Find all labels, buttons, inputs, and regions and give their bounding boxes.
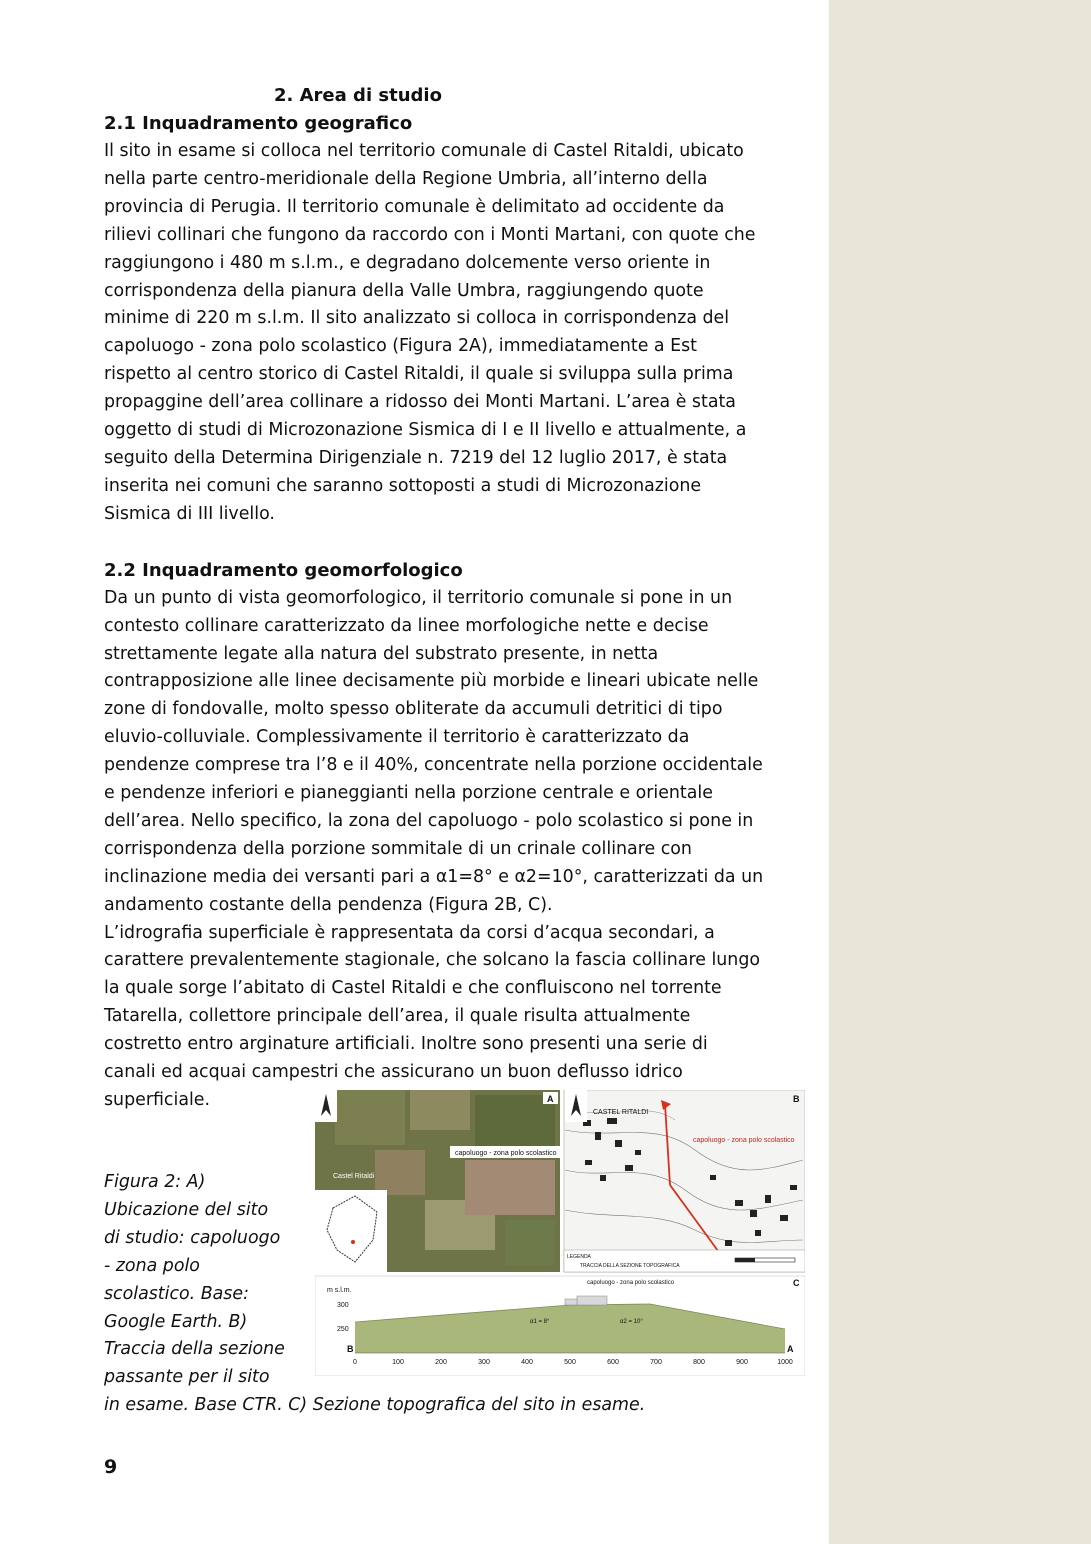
- profile-top-label: capoluogo - zona polo scolastico: [587, 1280, 675, 1286]
- text-line: zone di fondovalle, molto spesso obliterate da accumuli detritici di tipo: [104, 699, 723, 720]
- caption-line: passante per il sito: [104, 1367, 270, 1388]
- profile-ytick: 300: [337, 1302, 349, 1309]
- profile-xtick: 500: [564, 1359, 576, 1366]
- caption-line: Figura 2: A): [104, 1172, 206, 1192]
- panel-b-trace-label: TRACCIA DELLA SEZIONE TOPOGRAFICA: [580, 1263, 680, 1269]
- text-line: canali ed acquai campestri che assicurano un buon deflusso idrico: [104, 1062, 683, 1083]
- caption-line: - zona polo: [104, 1255, 200, 1276]
- text-line: strettamente legate alla natura del substrato presente, in netta: [104, 643, 659, 664]
- decorative-sidebar: [829, 0, 1091, 1544]
- caption-tail: in esame. Base CTR. C) Sezione topografica del sito in esame.: [104, 1395, 646, 1415]
- profile-alpha2: α2 = 10°: [620, 1319, 643, 1325]
- panel-b-legend-label: LEGENDA: [567, 1254, 591, 1260]
- profile-xtick: 600: [607, 1359, 619, 1366]
- text-line: eluvio-colluviale. Complessivamente il territorio è caratterizzato da: [104, 727, 690, 748]
- profile-xtick: 200: [435, 1359, 447, 1366]
- text-line: Da un punto di vista geomorfologico, il territorio comunale si pone in un: [104, 587, 733, 608]
- section-title-geomorfologico: 2.2 Inquadramento geomorfologico: [104, 559, 463, 581]
- panel-c-profile: [315, 1276, 805, 1376]
- figure-2: [315, 1090, 805, 1376]
- text-line: pendenze comprese tra l’8 e il 40%, concentrate nella porzione occidentale: [104, 755, 763, 776]
- profile-ytick: 250: [337, 1326, 349, 1333]
- text-line: provincia di Perugia. Il territorio comunale è delimitato ad occidente da: [104, 196, 725, 217]
- text-line: Sismica di III livello.: [104, 503, 275, 524]
- profile-xtick: 1000: [777, 1359, 793, 1366]
- page-heading: 2. Area di studio: [274, 85, 442, 106]
- text-line: carattere prevalentemente stagionale, che solcano la fascia collinare lungo: [104, 950, 761, 971]
- caption-line: scolastico. Base:: [104, 1283, 249, 1304]
- profile-xtick: 700: [650, 1359, 662, 1366]
- section-body-geomorfologico: [104, 585, 805, 1115]
- text-line: inserita nei comuni che saranno sottoposti a studi di Microzonazione: [104, 475, 702, 496]
- text-line: Il sito in esame si colloca nel territorio comunale di Castel Ritaldi, ubicato: [104, 141, 744, 161]
- profile-xtick: 0: [353, 1359, 357, 1366]
- profile-xtick: 900: [736, 1359, 748, 1366]
- text-line: oggetto di studi di Microzonazione Sismica di I e II livello e attualmente, a: [104, 420, 747, 441]
- panel-a-town-label: Castel Ritaldi: [333, 1173, 375, 1180]
- panel-a-letter: A: [547, 1094, 554, 1104]
- profile-xtick: 100: [392, 1359, 404, 1366]
- panel-a-site-label: capoluogo - zona polo scolastico: [455, 1150, 557, 1157]
- text-line: e pendenze inferiori e pianeggianti nella porzione centrale e orientale: [104, 783, 713, 804]
- profile-alpha1: α1 = 8°: [530, 1319, 550, 1325]
- panel-c-letter: C: [793, 1278, 800, 1288]
- caption-line: Google Earth. B): [104, 1311, 248, 1332]
- page-number: 9: [104, 1456, 118, 1478]
- text-line: seguito della Determina Dirigenziale n. 7219 del 12 luglio 2017, è stata: [104, 447, 728, 468]
- text-line: la quale sorge l’abitato di Castel Ritaldi e che confluiscono nel torrente: [104, 978, 722, 999]
- text-line: corrispondenza della porzione sommitale di un crinale collinare con: [104, 838, 692, 859]
- text-line: nella parte centro-meridionale della Regione Umbria, all’interno della: [104, 168, 708, 189]
- panel-b-town-label: CASTEL RITALDI: [593, 1109, 649, 1116]
- section-body-geografico: [104, 138, 805, 529]
- panel-b-letter: B: [793, 1094, 800, 1104]
- panel-a-aerial-photo: [315, 1090, 562, 1272]
- text-line: raggiungono i 480 m s.l.m., e degradano dolcemente verso oriente in: [104, 252, 711, 273]
- profile-ylabel: m s.l.m.: [327, 1287, 352, 1294]
- text-line: rilievi collinari che fungono da raccordo con i Monti Martani, con quote che: [104, 224, 756, 245]
- text-line: propaggine dell’area collinare a ridosso dei Monti Martani. L’area è stata: [104, 392, 736, 413]
- text-line: rispetto al centro storico di Castel Ritaldi, il quale si sviluppa sulla prima: [104, 364, 734, 385]
- profile-xtick: 400: [521, 1359, 533, 1366]
- text-line: dell’area. Nello specifico, la zona del capoluogo - polo scolastico si pone in: [104, 810, 754, 831]
- page-content: [104, 82, 805, 1115]
- caption-line: Ubicazione del sito: [104, 1199, 269, 1220]
- text-line: capoluogo - zona polo scolastico (Figura 2A), immediatamente a Est: [104, 336, 697, 357]
- text-line: andamento costante della pendenza (Figura 2B, C).: [104, 894, 553, 915]
- caption-line: di studio: capoluogo: [104, 1227, 281, 1248]
- profile-start-label: B: [347, 1344, 354, 1354]
- profile-xtick: 300: [478, 1359, 490, 1366]
- panel-b-site-label: capoluogo - zona polo scolastico: [693, 1137, 795, 1144]
- panel-b-map: [564, 1090, 805, 1272]
- profile-end-label: A: [787, 1344, 794, 1354]
- figure-caption: [104, 1169, 294, 1392]
- text-line: inclinazione media dei versanti pari a α1=8° e α2=10°, caratterizzati da un: [104, 866, 764, 887]
- caption-line: Traccia della sezione: [104, 1339, 285, 1360]
- text-line: superficiale.: [104, 1090, 211, 1110]
- text-line: L’idrografia superficiale è rappresentata da corsi d’acqua secondari, a: [104, 922, 715, 943]
- profile-xtick: 800: [693, 1359, 705, 1366]
- section-title-geografico: 2.1 Inquadramento geografico: [104, 113, 413, 134]
- text-line: corrispondenza della pianura della Valle Umbra, raggiungendo quote: [104, 280, 704, 301]
- text-line: minime di 220 m s.l.m. Il sito analizzato si colloca in corrispondenza del: [104, 308, 730, 329]
- text-line: Tatarella, collettore principale dell’area, il quale risulta attualmente: [104, 1006, 691, 1027]
- text-line: costretto entro arginature artificiali. Inoltre sono presenti una serie di: [104, 1034, 708, 1055]
- text-line: contesto collinare caratterizzato da linee morfologiche nette e decise: [104, 615, 709, 636]
- text-line: contrapposizione alle linee decisamente più morbide e lineari ubicate nelle: [104, 671, 759, 692]
